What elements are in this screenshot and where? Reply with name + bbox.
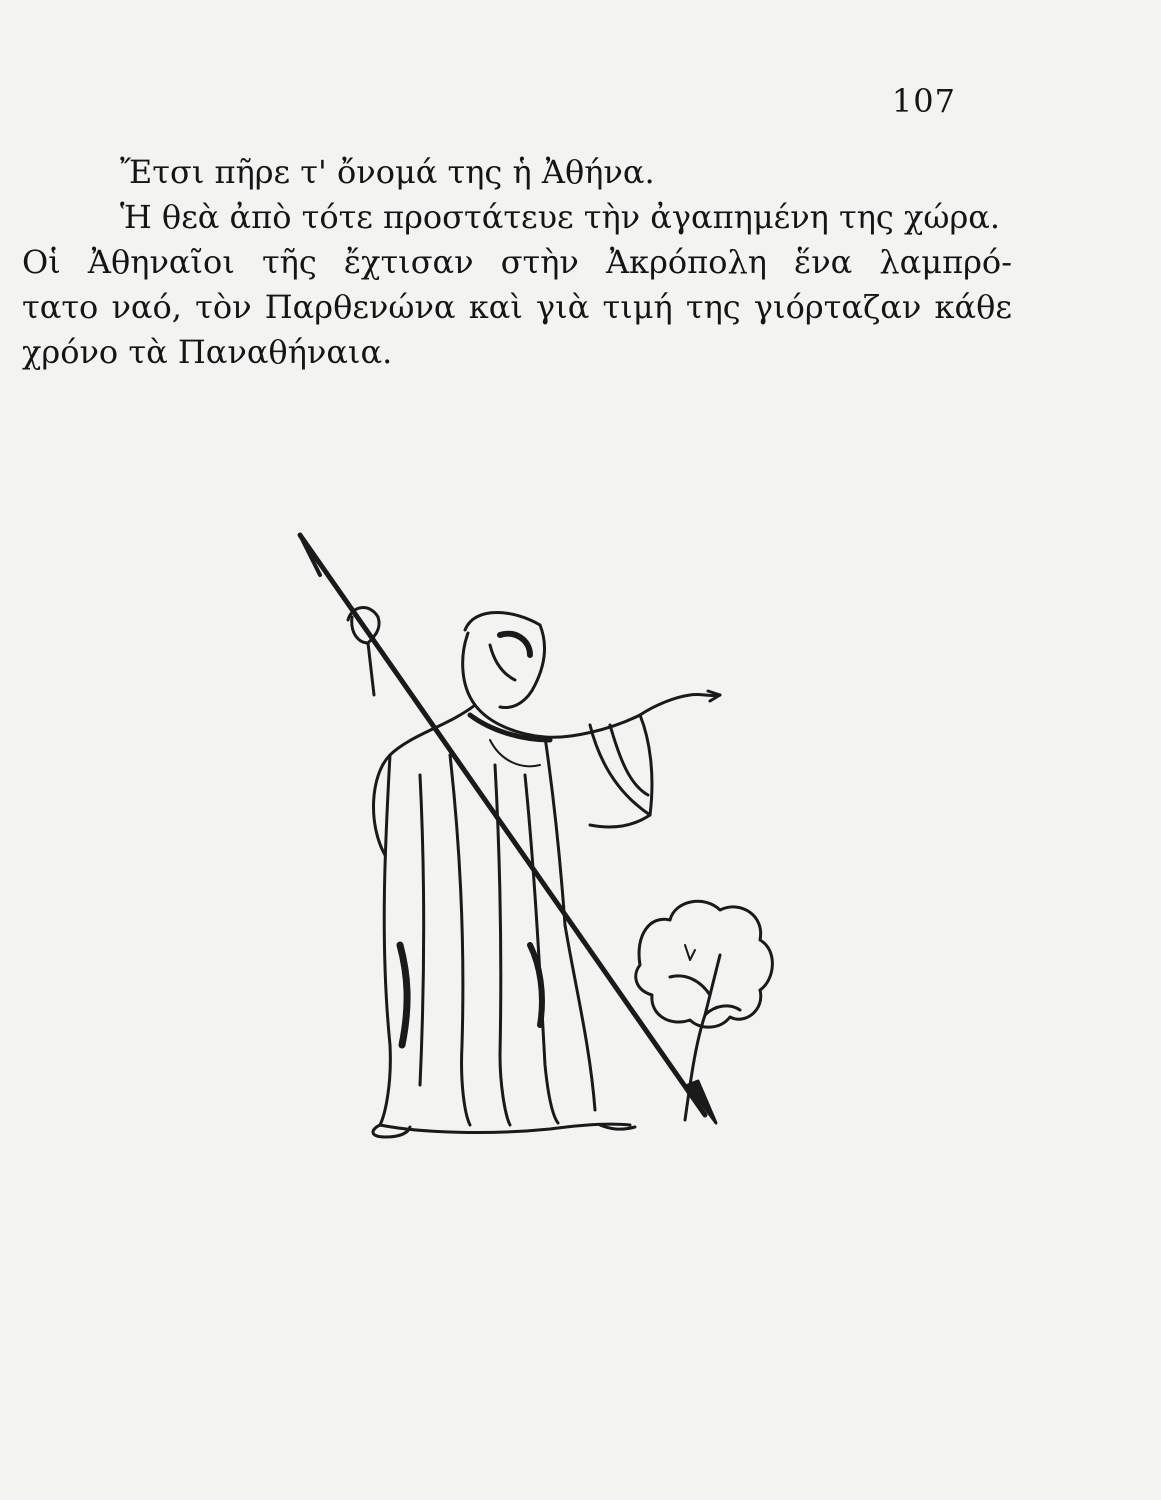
athena-illustration bbox=[290, 525, 790, 1145]
text-line-1: Ἔτσι πῆρε τ' ὄνομά της ἡ Ἀθήνα. bbox=[120, 153, 655, 191]
athena-with-spear-and-olive-tree-icon bbox=[290, 525, 790, 1145]
page-number: 107 bbox=[891, 82, 956, 120]
body-text bbox=[22, 150, 1012, 375]
text-line-4: τατο ναό, τὸν Παρθενώνα καὶ γιὰ τιμή της γιόρταζαν κάθε bbox=[22, 288, 1012, 326]
text-line-3: Οἱ Ἀθηναῖοι τῆς ἔχτισαν στὴν Ἀκρόπολη ἕνα λαμπρό- bbox=[22, 243, 1012, 281]
text-line-2: Ἡ θεὰ ἀπὸ τότε προστάτευε τὴν ἀγαπημένη της χώρα. bbox=[120, 198, 1001, 236]
text-line-5: χρόνο τὰ Παναθήναια. bbox=[22, 333, 393, 371]
